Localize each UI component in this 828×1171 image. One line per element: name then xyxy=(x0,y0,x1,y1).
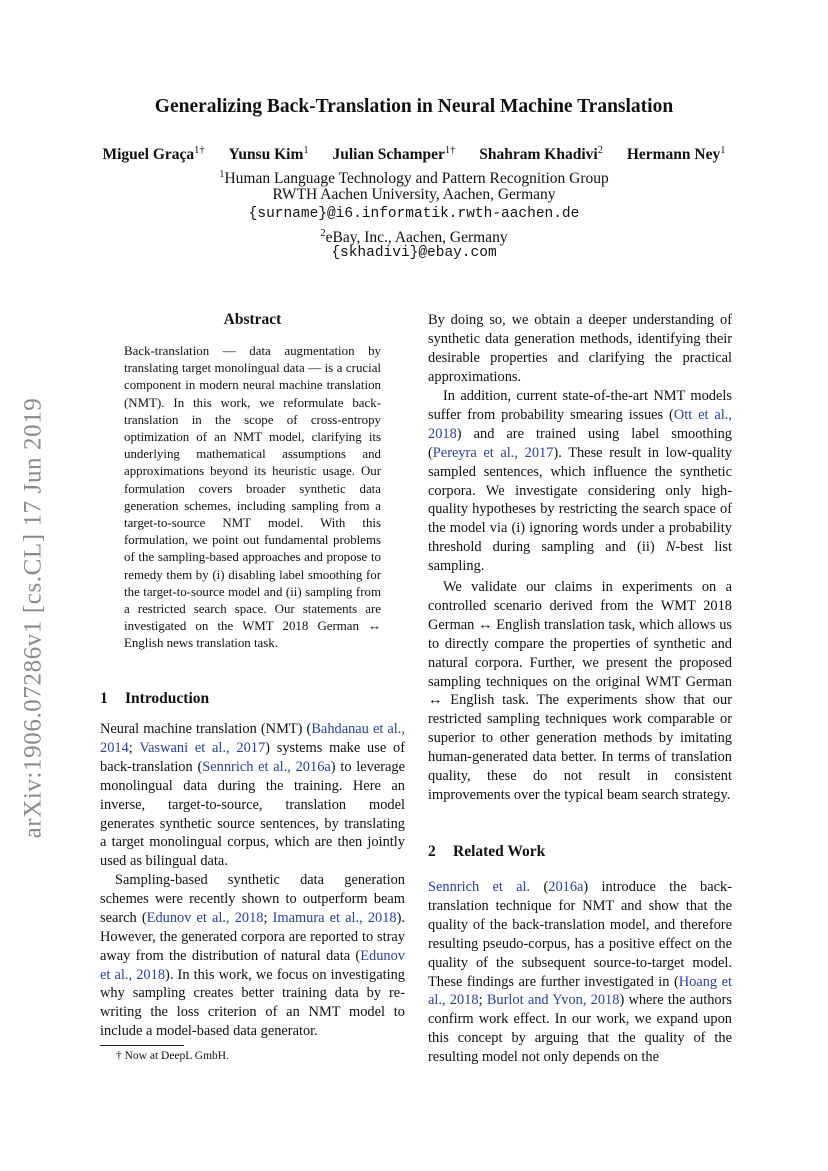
affiliation-2-name: $^2$eBay, Inc., Aachen, Germany xyxy=(320,228,508,247)
citation-link[interactable]: Pereyra et al., 2017 xyxy=(432,444,554,461)
author: Yunsu Kim$^1$ xyxy=(228,145,309,164)
abstract-text: Back-translation — data augmentation by translating target monolingual data — is a crucial component in modern neural machine translation (NMT). In this work, we reformulate back-translation in the scope of cross-entropy optimization of an NMT model, clarifying its underlying mathematical assumptions and approximations beyond its heuristic usage. Our formulation covers broader synthetic data generation schemes, including sampling from a target-to-source NMT model. With this formulation, we point out fundamental problems of the sampling-based approaches and propose to remedy them by (i) disabling label smoothing for the target-to-source model and (ii) sampling from a restricted search space. Our statements are investigated on the WMT 2018 German ↔ English news translation task. xyxy=(124,344,381,651)
intro-paragraph-1: Neural machine translation (NMT) (Bahdanau et al., 2014; Vaswani et al., 2017) systems make use of back-translation (Sennrich et al., 2016a) to leverage monolingual data during the training. Here an inverse, target-to-source, translation model generates synthetic source sentences, by translating a target monolingual corpus, which are then jointly used as bilingual data. xyxy=(100,721,405,870)
section-heading-introduction: 1 Introduction xyxy=(100,690,210,707)
intro-paragraph-5: We validate our claims in experiments on a controlled scenario derived from the WMT 2018 German ↔ English translation task, which allows us to directly compare the properties of synthetic and natural corpora. Further, we present the proposed sampling techniques on the original WMT German ↔ English task. The experiments show that our restricted sampling techniques work comparable or superior to other generation methods by imitating human-generated data better. In terms of translation quality, these do not result in consistent improvements over the typical beam search strategy. xyxy=(428,579,732,803)
author-list xyxy=(0,145,828,164)
citation-link[interactable]: Edunov et al., 2018 xyxy=(100,947,405,983)
intro-paragraph-2: Sampling-based synthetic data generation schemes were recently shown to outperform beam search (Edunov et al., 2018; Imamura et al., 2018). However, the generated corpora are reported to stray away from the distribution of natural data (Edunov et al., 2018). In this work, we focus on investigating why sampling creates better training data by re-writing the loss criterion of an NMT model to include a model-based data generator. xyxy=(100,872,406,1040)
arxiv-identifier-text: arXiv:1906.07286v1 [cs.CL] 17 Jun 2019 xyxy=(19,397,47,839)
citation-link[interactable]: Imamura et al., 2018 xyxy=(272,909,397,926)
affiliation-1-name: $^1$Human Language Technology and Pattern Recognition Group xyxy=(219,169,609,188)
intro-paragraph-3: By doing so, we obtain a deeper understanding of synthetic data generation methods, identifying their desirable properties and clarifying the practical approximations. xyxy=(428,312,732,385)
citation-link[interactable]: 2016a xyxy=(548,879,584,895)
citation-link[interactable]: Bahdanau et al., 2014 xyxy=(100,721,405,756)
affiliation-1-place: RWTH Aachen University, Aachen, Germany xyxy=(272,186,556,203)
citation-link[interactable]: Edunov et al., 2018 xyxy=(146,909,264,926)
math-variable: N xyxy=(665,539,676,556)
citation-link[interactable]: Hoang et al., 2018 xyxy=(428,973,732,1009)
abstract-heading: Abstract xyxy=(223,311,282,328)
affiliation-2-email: {skhadivi}@ebay.com xyxy=(331,245,497,261)
author: Shahram Khadivi$^2$ xyxy=(479,145,603,164)
intro-paragraph-4: In addition, current state-of-the-art NMT models suffer from probability smearing issues (Ott et al., 2018) and are trained using label smoothing (Pereyra et al., 2017). These result in low-quality sampled sentences, which influence the synthetic corpora. We investigate considering only high-quality hypotheses by restricting the search space of the model via (i) ignoring words under a probability threshold during sampling and (ii) N-best list sampling. xyxy=(428,388,732,575)
paper-title: Generalizing Back-Translation in Neural Machine Translation xyxy=(154,96,674,117)
citation-link[interactable]: Sennrich et al. xyxy=(428,879,531,895)
arxiv-identifier-stamp xyxy=(8,368,58,868)
author: Hermann Ney$^1$ xyxy=(626,145,726,164)
citation-link[interactable]: Burlot and Yvon, 2018 xyxy=(486,992,620,1009)
section-heading-related-work: 2 Related Work xyxy=(428,843,546,860)
citation-link[interactable]: Vaswani et al., 2017 xyxy=(139,739,266,756)
affiliation-1-email: {surname}@i6.informatik.rwth-aachen.de xyxy=(248,206,580,222)
citation-link[interactable]: Sennrich et al., 2016a xyxy=(202,758,331,775)
footnote-divider xyxy=(100,1045,184,1046)
citation-link[interactable]: Ott et al., 2018 xyxy=(428,406,732,442)
related-work-paragraph-1: Sennrich et al. (2016a) introduce the back-translation technique for NMT and show that the quality of the back-translation model, and therefore resulting pseudo-corpus, has a positive effect on the quality of the subsequent source-to-target model. These findings are further investigated in (Hoang et al., 2018; Burlot and Yvon, 2018) where the authors confirm work effect. In our work, we expand upon this concept by arguing that the quality of the resulting model not only depends on the xyxy=(428,879,733,1066)
footnote: † Now at DeepL GmbH. xyxy=(116,1050,229,1062)
author: Miguel Graça$^{1\dagger}$ xyxy=(102,145,205,164)
author: Julian Schamper$^{1\dagger}$ xyxy=(332,145,456,164)
